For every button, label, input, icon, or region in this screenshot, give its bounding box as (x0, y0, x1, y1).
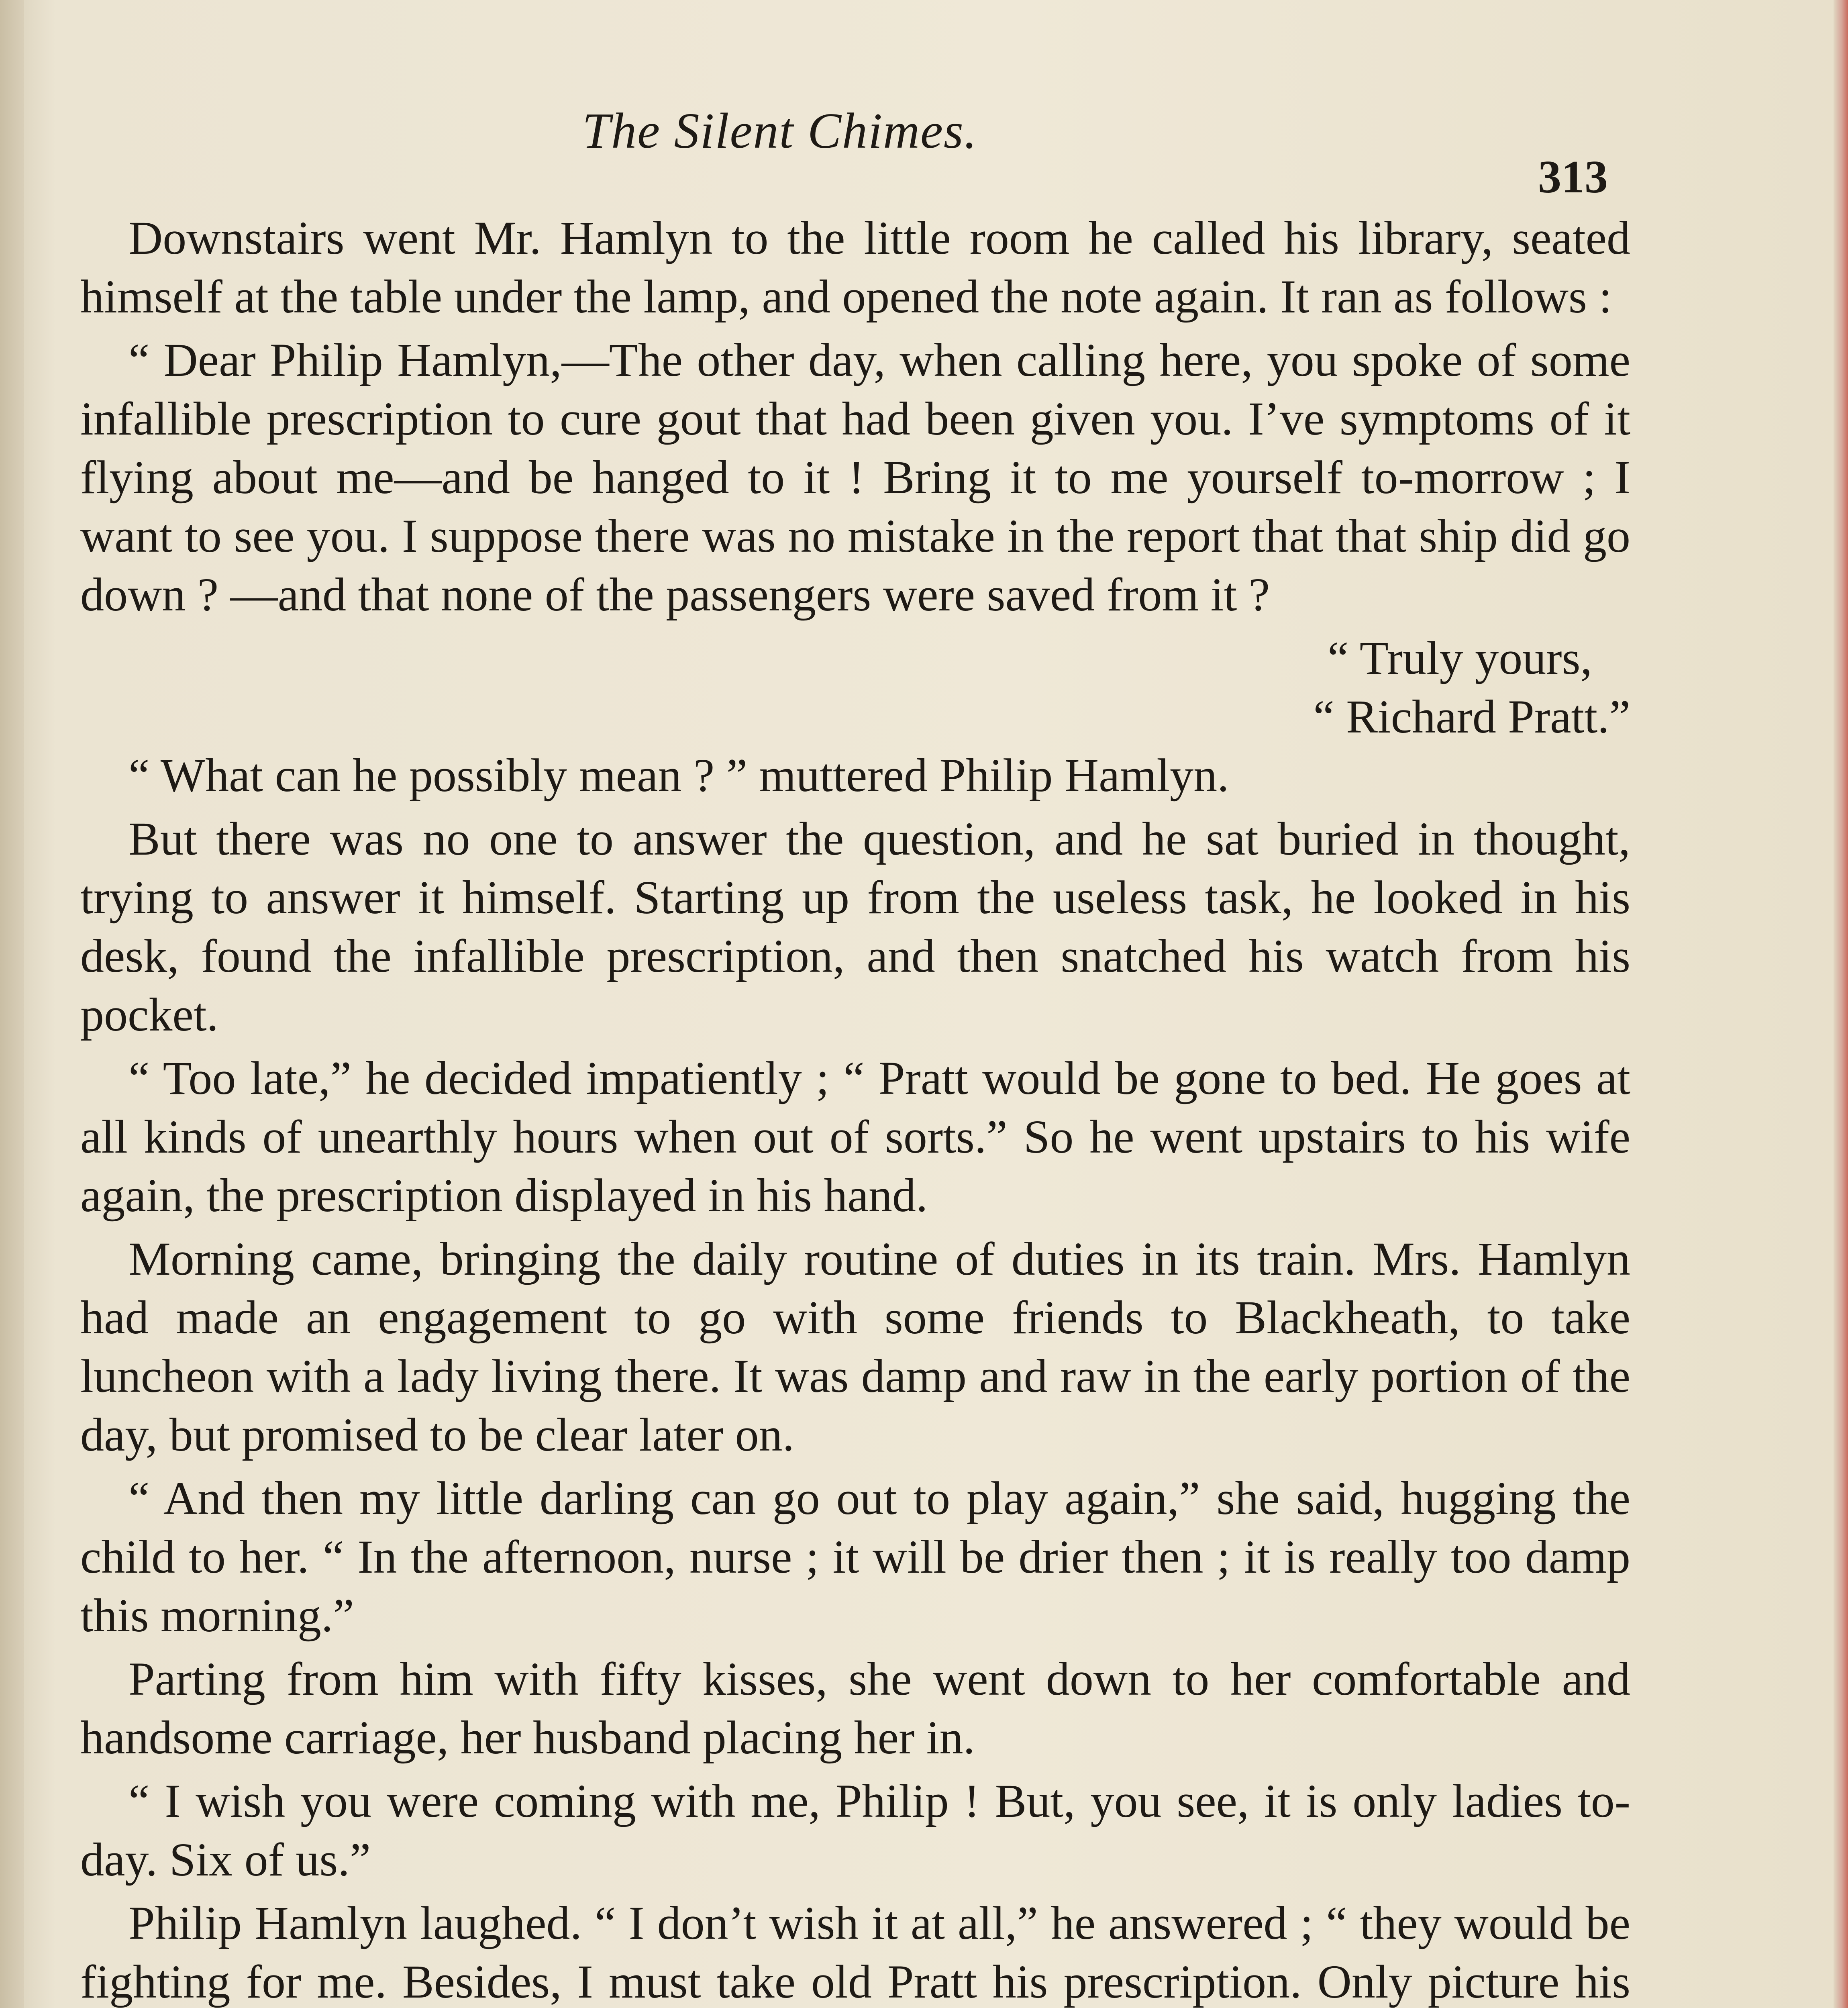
paragraph-7: “ And then my little darling can go out to play again,” she said, hugging the child to her. “ In the afternoon, nurse ; it will be drier then ; it is really too damp this morning.” (80, 1472, 1630, 1642)
paragraph-4: But there was no one to answer the question, and he sat buried in thought, trying to answer it himself. Starting up from the useless task, he looked in his desk, found the infallible prescription, and then snatched his watch from his pocket. (80, 812, 1630, 1041)
page-edge (1834, 0, 1848, 2008)
body-text (80, 209, 1630, 2008)
paragraph-8: Parting from him with fifty kisses, she went down to her comfortable and handsome carriage, her husband placing her in. (80, 1653, 1630, 1764)
paragraph-1: Downstairs went Mr. Hamlyn to the little room he called his library, seated himself at the table under the lamp, and opened the note again. It ran as follows : (80, 212, 1630, 323)
paragraph-9: “ I wish you were coming with me, Philip ! But, you see, it is only ladies to-day. Six of us.” (80, 1775, 1630, 1886)
page-gutter (0, 0, 24, 2008)
paragraph-3: “ What can he possibly mean ? ” muttered Philip Hamlyn. (129, 749, 1229, 802)
signature-name: “ Richard Pratt.” (1313, 690, 1630, 743)
page-number: 313 (1538, 151, 1608, 203)
running-title: The Silent Chimes. (582, 103, 978, 159)
paragraph-6: Morning came, bringing the daily routine of duties in its train. Mrs. Hamlyn had made an engagement to go with some friends to Blackheath, to take luncheon with a lady living there. It was damp and raw in the early portion of the day, but promised to be clear later on. (80, 1233, 1630, 1461)
signature-closing: “ Truly yours, (1328, 632, 1592, 684)
paragraph-10: Philip Hamlyn laughed. “ I don’t wish it at all,” he answered ; “ they would be fighting for me. Besides, I must take old Pratt his prescription. Only picture his (80, 1897, 1630, 2008)
paragraph-2: “ Dear Philip Hamlyn,—The other day, when calling here, you spoke of some infallible prescription to cure gout that had been given you. I’ve symptoms of it flying about me—and be hanged to it ! Bring it to me yourself to-morrow ; I want to see you. I suppose there was no mistake in the report that that ship did go down ? —and that none of the passengers were saved from it ? (80, 334, 1630, 621)
paragraph-5: “ Too late,” he decided impatiently ; “ Pratt would be gone to bed. He goes at all kinds of unearthly hours when out of sorts.” So he went upstairs to his wife again, the prescription displayed in his hand. (80, 1052, 1630, 1222)
